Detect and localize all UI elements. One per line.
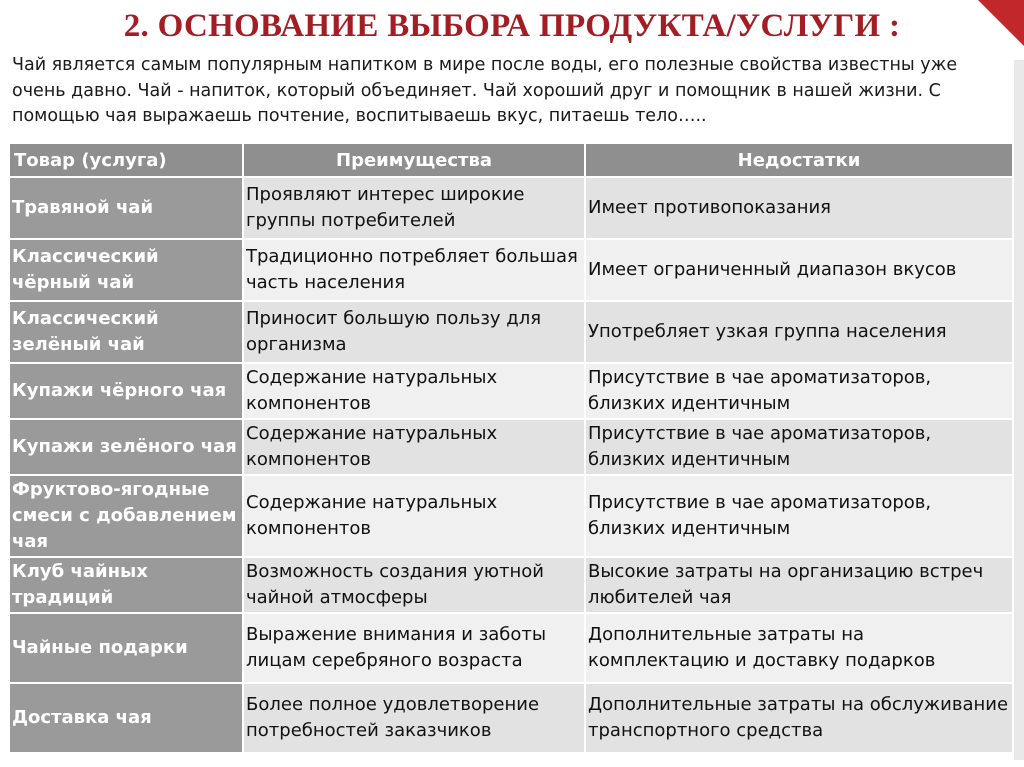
slide-title: 2. ОСНОВАНИЕ ВЫБОРА ПРОДУКТА/УСЛУГИ : [123, 8, 901, 44]
side-decoration [1014, 60, 1024, 760]
disadvantages-cell: Имеет противопоказания [586, 178, 1012, 238]
advantages-cell: Содержание натуральных компонентов [244, 420, 584, 474]
advantages-cell: Традиционно потребляет большая часть населения [244, 240, 584, 300]
product-cell: Купажи зелёного чая [10, 420, 242, 474]
advantages-cell: Приносит большую пользу для организма [244, 302, 584, 362]
header-product: Товар (услуга) [10, 144, 242, 176]
table-header-row [10, 144, 1012, 176]
product-cell: Классический зелёный чай [10, 302, 242, 362]
comparison-table [8, 142, 1014, 754]
disadvantages-cell: Высокие затраты на организацию встреч любителей чая [586, 558, 1012, 612]
product-cell: Доставка чая [10, 684, 242, 752]
disadvantages-cell: Дополнительные затраты на обслуживание транспортного средства [586, 684, 1012, 752]
header-disadvantages: Недостатки [586, 144, 1012, 176]
table-row [10, 364, 1012, 418]
advantages-cell: Возможность создания уютной чайной атмосферы [244, 558, 584, 612]
table-row [10, 684, 1012, 752]
disadvantages-cell: Имеет ограниченный диапазон вкусов [586, 240, 1012, 300]
advantages-cell: Содержание натуральных компонентов [244, 364, 584, 418]
table-row [10, 476, 1012, 556]
header-advantages: Преимущества [244, 144, 584, 176]
disadvantages-cell: Употребляет узкая группа населения [586, 302, 1012, 362]
advantages-cell: Проявляют интерес широкие группы потребителей [244, 178, 584, 238]
product-cell: Клуб чайных традиций [10, 558, 242, 612]
table-row [10, 178, 1012, 238]
product-cell: Фруктово-ягодные смеси с добавлением чая [10, 476, 242, 556]
table-row [10, 558, 1012, 612]
disadvantages-cell: Присутствие в чае ароматизаторов, близких идентичным [586, 476, 1012, 556]
table-row [10, 614, 1012, 682]
advantages-cell: Выражение внимания и заботы лицам серебряного возраста [244, 614, 584, 682]
disadvantages-cell: Присутствие в чае ароматизаторов, близких идентичным [586, 420, 1012, 474]
disadvantages-cell: Присутствие в чае ароматизаторов, близких идентичным [586, 364, 1012, 418]
intro-paragraph: Чай является самым популярным напитком в мире после воды, его полезные свойства известны уже очень давно. Чай - напиток, который объединяет. Чай хороший друг и помощник в нашей жизни. С помощью чая выражаешь почтение, воспитываешь вкус, питаешь тело….. [12, 55, 958, 126]
product-cell: Классический чёрный чай [10, 240, 242, 300]
advantages-cell: Содержание натуральных компонентов [244, 476, 584, 556]
product-cell: Травяной чай [10, 178, 242, 238]
disadvantages-cell: Дополнительные затраты на комплектацию и доставку подарков [586, 614, 1012, 682]
advantages-cell: Более полное удовлетворение потребностей заказчиков [244, 684, 584, 752]
product-cell: Купажи чёрного чая [10, 364, 242, 418]
table-row [10, 302, 1012, 362]
table-row [10, 240, 1012, 300]
product-cell: Чайные подарки [10, 614, 242, 682]
table-row [10, 420, 1012, 474]
